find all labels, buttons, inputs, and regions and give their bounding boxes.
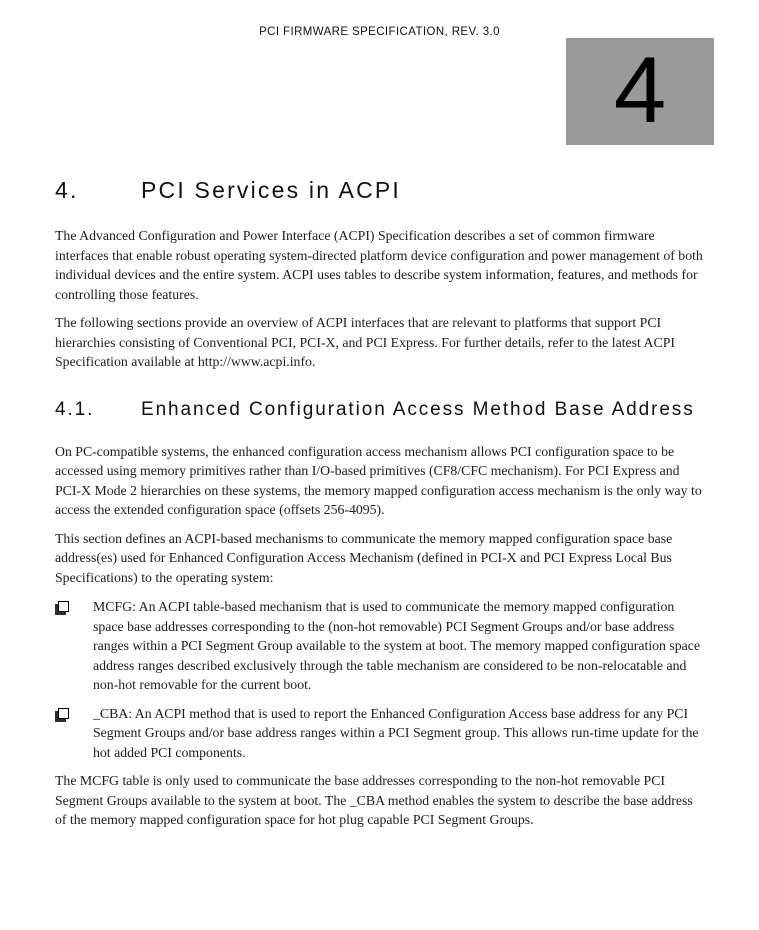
chapter-heading-number: 4.	[55, 177, 79, 203]
bullet-list	[55, 597, 703, 762]
page-content	[55, 176, 703, 830]
chapter-tab	[566, 38, 714, 145]
bullet-marker	[55, 597, 93, 695]
section-heading-title: Enhanced Configuration Access Method Base Address	[141, 398, 695, 420]
section-paragraph: This section defines an ACPI-based mechanisms to communicate the memory mapped configuration space base address(es) used for Enhanced Configuration Access Mechanism (defined in PCI-X and PCI Express Local Bus Specifications) to the operating system:	[55, 530, 673, 585]
closing-paragraph: The MCFG table is only used to communicate the base addresses corresponding to the non-hot removable PCI Segment Groups available to the system at boot. The _CBA method enables the system to describe the base address of the memory mapped configuration space for hot plug capable PCI Segment Groups.	[55, 773, 693, 827]
chapter-heading	[55, 176, 703, 204]
bullet-text: _CBA: An ACPI method that is used to report the Enhanced Configuration Access base address for any PCI Segment Groups and/or base address ranges within a PCI Segment group. This allows run-time update for the hot added PCI components.	[93, 705, 699, 760]
intro-paragraph: The following sections provide an overview of ACPI interfaces that are relevant to platforms that support PCI hierarchies consisting of Conventional PCI, PCI-X, and PCI Express. For further details, refer to the latest ACPI Specification available at http://www.acpi.info.	[55, 315, 675, 369]
running-header: PCI FIRMWARE SPECIFICATION, REV. 3.0	[259, 26, 500, 38]
bullet-item	[55, 704, 703, 763]
bullet-item	[55, 597, 703, 695]
section-paragraph: On PC-compatible systems, the enhanced configuration access mechanism allows PCI configuration space to be accessed using memory primitives rather than I/O-based primitives (CF8/CFC mechanism). For PCI Express and PCI-X Mode 2 hierarchies on these systems, the memory mapped configuration access mechanism is the only way to access the extended configuration space (offsets 256-4095).	[55, 443, 702, 517]
bullet-marker	[55, 704, 93, 763]
section-heading-number: 4.1.	[55, 398, 95, 420]
intro-paragraph: The Advanced Configuration and Power Interface (ACPI) Specification describes a set of common firmware interfaces that enable robust operating system-directed platform device configuration and power management of both individual devices and the entire system. ACPI uses tables to describe system information, features, and methods for controlling those features.	[55, 228, 703, 302]
chapter-tab-number: 4	[613, 37, 667, 142]
shadowed-square-icon	[58, 708, 69, 719]
chapter-heading-title: PCI Services in ACPI	[141, 177, 402, 203]
section-heading	[55, 396, 703, 423]
shadowed-square-icon	[58, 601, 69, 612]
bullet-text: MCFG: An ACPI table-based mechanism that is used to communicate the memory mapped configuration space base addresses corresponding to the (non-hot removable) PCI Segment Groups and/or base address ranges within a PCI Segment Group available to the system at boot. The memory mapped configuration space address ranges described exclusively through the table mechanism are considered to be non-relocatable and non-hot removable for the current boot.	[93, 599, 701, 692]
